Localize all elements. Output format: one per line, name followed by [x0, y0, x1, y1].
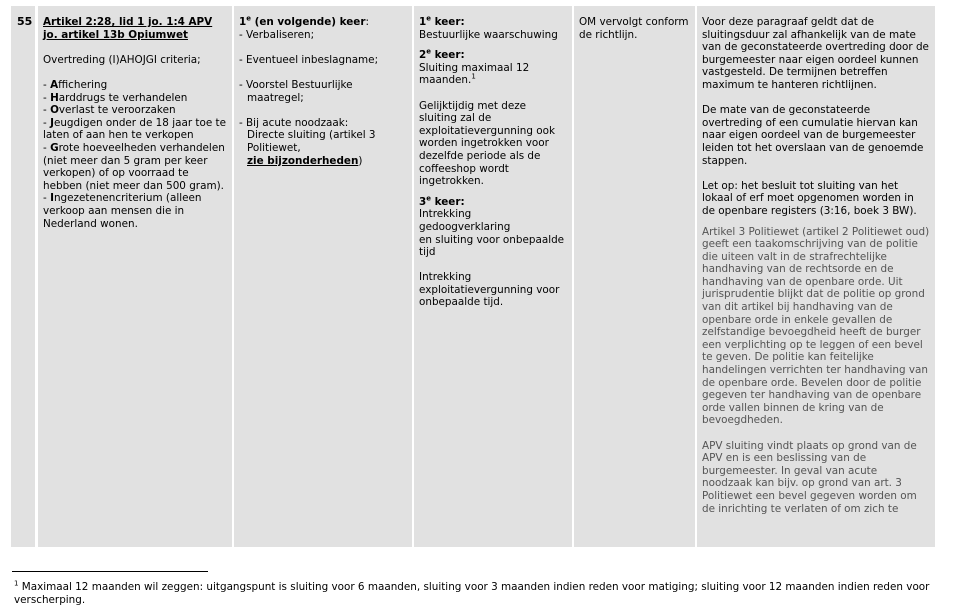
- sanction-third-extra: Intrekking exploitatievergunning voor onbepaalde tijd.: [419, 271, 560, 309]
- sanction-second-heading: 2e keer:: [419, 47, 465, 62]
- first-time-item: - Bij acute noodzaak:: [239, 116, 349, 129]
- footnote-separator: [12, 571, 208, 572]
- remarks-paragraph: Voor deze paragraaf geldt dat de sluitingsduur zal afhankelijk van de mate van de geconstateerde overtreding door de burgemeester naar eigen oordeel kunnen vastgesteld. De termijnen betreffen maximum te hanteren richtlijnen.: [702, 16, 929, 91]
- om-text: OM vervolgt conform de richtlijn.: [579, 16, 689, 41]
- sanction-second-extra: Gelijktijdig met deze sluiting zal de exploitatievergunning ook worden ingetrokken voor dezelfde periode als de coffeeshop wordt ingetrokken.: [419, 99, 555, 188]
- first-time-item: - Eventueel inbeslagname;: [239, 53, 379, 66]
- footnote-ref[interactable]: 1: [471, 72, 476, 81]
- sanction-second-text: Sluiting maximaal 12 maanden.$^1$: [419, 61, 530, 87]
- first-time-item: - Verbaliseren;: [239, 28, 315, 41]
- remarks-cell: [697, 6, 935, 547]
- remarks-paragraph: Artikel 3 Politiewet (artikel 2 Politiewet oud) geeft een taakomschrijving van de politie die uiteen valt in de strafrechtelijke handhaving van de rechtsorde en de handhaving van de openbare orde. Uit jurisprudentie blijkt dat de politie op grond van dit artikel bij handhaving van de openbare orde in enkele gevallen de zelfstandige bevoegdheid heeft de burger een verplichting op te leggen of een bevel te geven. De politie kan feitelijke handelingen verrichten ter handhaving van de openbare orde. Bevelen door de politie gegeven ter handhaving van de openbare orde vallen binnen de kring van de bevoegdheden.: [702, 225, 930, 427]
- remarks-paragraph: De mate van de geconstateerde overtreding of een cumulatie hiervan kan naar eigen oordeel van de burgemeester leiden tot het overslaan van de genoemde stappen.: [702, 104, 924, 167]
- sanction-third-heading: 3e keer:: [419, 194, 465, 208]
- criteria-item: - Overlast te veroorzaken: [43, 104, 176, 117]
- footnote-marker: 1: [14, 579, 19, 588]
- criteria-item: - Affichering: [43, 78, 108, 91]
- footnote-text: Maximaal 12 maanden wil zeggen: uitgangspunt is sluiting voor 6 maanden, sluiting voor 3 maanden indien reden voor matiging; sluiting voor 12 maanden indien reden voor verscherping.: [14, 581, 930, 606]
- remarks-paragraph: APV sluiting vindt plaats op grond van de APV en is een beslissing van de burgemeester. In geval van acute noodzaak kan bijv. op grond van art. 3 Politiewet een bevel gegeven worden om de inrichting te verlaten of om zich te: [702, 439, 917, 515]
- first-time-cell: [234, 6, 412, 547]
- sanction-third-text: Intrekking gedoogverklaring en sluiting voor onbepaalde tijd: [419, 208, 565, 259]
- criteria-item: - Harddrugs te verhandelen: [43, 91, 188, 104]
- criteria-item: - Ingezetenencriterium (alleen verkoop aan mensen die in Nederland wonen.: [43, 192, 202, 230]
- first-time-heading: 1e (en volgende) keer:: [239, 14, 369, 28]
- article-title: [43, 16, 227, 41]
- criteria-item: - Jeugdigen onder de 18 jaar toe te laten of aan hen te verkopen: [43, 116, 226, 142]
- sanction-first-text: Bestuurlijke waarschuwing: [419, 28, 558, 41]
- first-time-item: - Voorstel Bestuurlijke maatregel;: [239, 78, 353, 104]
- article-intro: Overtreding (I)AHOJGI criteria;: [43, 53, 201, 66]
- article-cell: [38, 6, 232, 547]
- sanction-first-heading: 1e keer:: [419, 14, 465, 28]
- criteria-list: [43, 79, 227, 230]
- sanctions-cell: [414, 6, 572, 547]
- first-time-item-detail: Directe sluiting (artikel 3 Politiewet, zie bijzonderheden): [247, 129, 376, 167]
- criteria-item: - Grote hoeveelheden verhandelen (niet meer dan 5 gram per keer verkopen) of op voorraad te hebben (niet meer dan 500 gram).: [43, 141, 225, 192]
- article-title-line1: Artikel 2:28, lid 1 jo. 1:4 APV: [43, 16, 213, 28]
- row-number-cell: [11, 6, 35, 547]
- remarks-paragraph: Let op: het besluit tot sluiting van het lokaal of erf moet opgenomen worden in de openbare registers (3:16, boek 3 BW).: [702, 179, 917, 217]
- om-cell: [574, 6, 695, 547]
- row-number: 55: [17, 15, 33, 28]
- article-title-line2: jo. artikel 13b Opiumwet: [43, 28, 188, 41]
- footnote: [14, 581, 966, 606]
- bijzonderheden-link[interactable]: zie bijzonderheden: [247, 154, 359, 167]
